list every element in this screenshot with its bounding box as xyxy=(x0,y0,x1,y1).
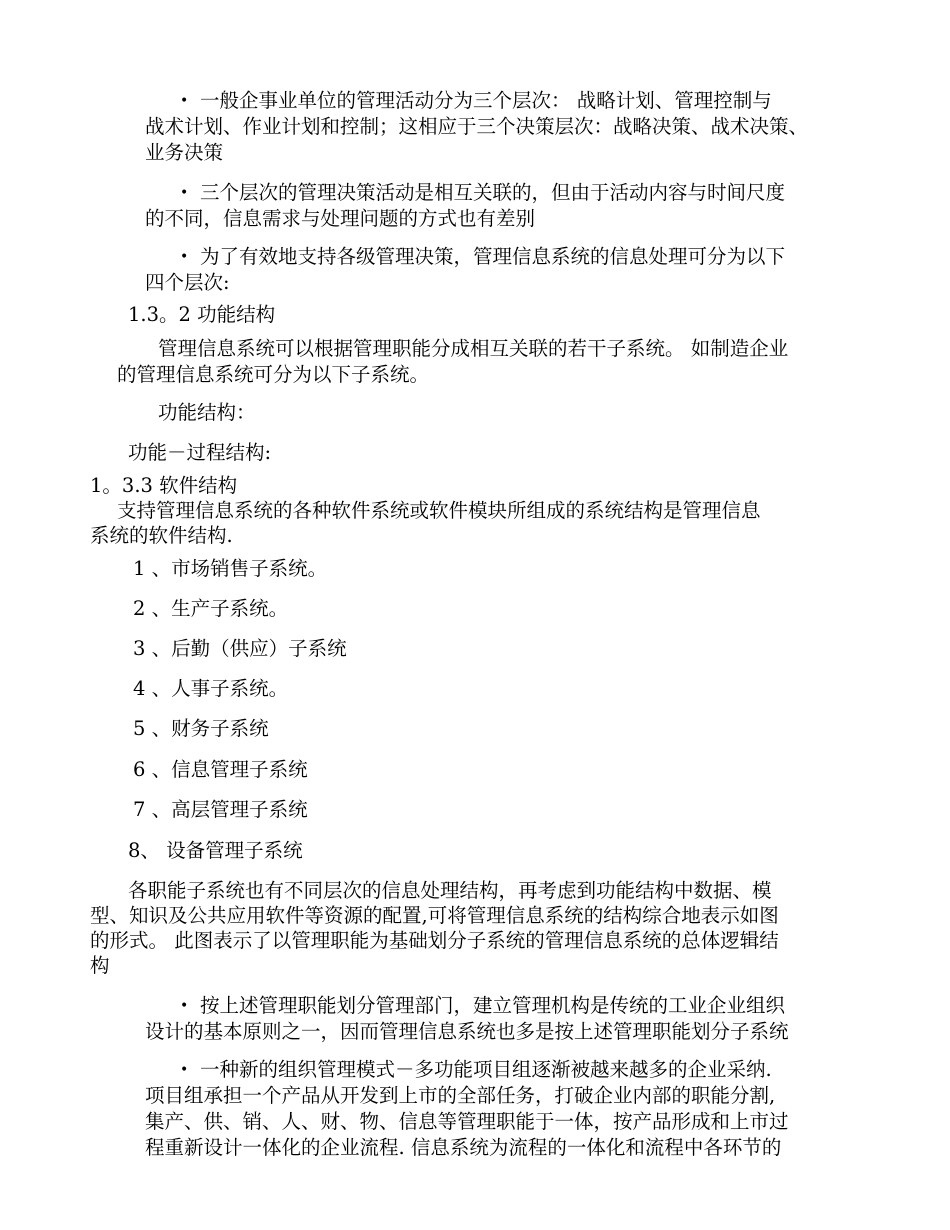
para6-line2: 型、知识及公共应用软件等资源的配置,可将管理信息系统的结构综合地表示如图 xyxy=(90,904,779,927)
para7-line2: 设计的基本原则之一，因而管理信息系统也多是按上述管理职能划分子系统 xyxy=(145,1020,789,1043)
section-heading-1-3-2: 1.3。2 功能结构 xyxy=(128,303,276,326)
label-function-process-structure: 功能－过程结构: xyxy=(128,441,272,464)
para1-line3: 业务决策 xyxy=(145,141,224,164)
para2-line2: 的不同，信息需求与处理问题的方式也有差别 xyxy=(145,207,536,230)
para5-line1: 支持管理信息系统的各种软件系统或软件模块所组成的系统结构是管理信息 xyxy=(117,499,761,522)
bullet: • xyxy=(180,1062,189,1078)
para6-line1: 各职能子系统也有不同层次的信息处理结构，再考虑到功能结构中数据、模 xyxy=(128,879,772,902)
para5-line2: 系统的软件结构. xyxy=(90,524,233,547)
para8-line2: 项目组承担一个产品从开发到上市的全部任务，打破企业内部的职能分割, xyxy=(145,1084,776,1107)
subsystem-item: 1 、市场销售子系统。 xyxy=(133,557,328,580)
subsystem-item: 7 、高层管理子系统 xyxy=(133,798,308,821)
subsystem-item: 2 、生产子系统。 xyxy=(133,597,289,620)
subsystem-item: 6 、信息管理子系统 xyxy=(133,758,308,781)
bullet: • xyxy=(180,249,189,265)
para3-line2: 四个层次: xyxy=(145,271,230,294)
para4-line2: 的管理信息系统可分为以下子系统。 xyxy=(117,363,430,386)
subsystem-item: 3 、后勤（供应）子系统 xyxy=(133,637,347,660)
section-heading-1-3-3: 1。3.3 软件结构 xyxy=(90,474,238,497)
para8-line4: 程重新设计一体化的企业流程. 信息系统为流程的一体化和流程中各环节的 xyxy=(145,1136,782,1159)
label-function-structure: 功能结构： xyxy=(158,401,256,424)
subsystem-item: 5 、财务子系统 xyxy=(133,717,269,740)
para2-line1: 三个层次的管理决策活动是相互关联的，但由于活动内容与时间尺度 xyxy=(200,181,786,204)
para8-line3: 集产、供、销、人、财、物、信息等管理职能于一体，按产品形成和上市过 xyxy=(145,1110,789,1133)
para1-line2: 战术计划、作业计划和控制；这相应于三个决策层次：战略决策、战术决策、 xyxy=(145,115,809,138)
subsystem-item: 4 、人事子系统。 xyxy=(133,677,289,700)
para3-line1: 为了有效地支持各级管理决策，管理信息系统的信息处理可分为以下 xyxy=(200,245,786,268)
para6-line4: 构 xyxy=(90,954,110,977)
para7-line1: 按上述管理职能划分管理部门，建立管理机构是传统的工业企业组织 xyxy=(200,994,786,1017)
bullet: • xyxy=(180,998,189,1014)
subsystem-item: 8、 设备管理子系统 xyxy=(128,839,303,862)
para4-line1: 管理信息系统可以根据管理职能分成相互关联的若干子系统。 如制造企业 xyxy=(158,337,789,360)
bullet: • xyxy=(180,185,189,201)
para6-line3: 的形式。 此图表示了以管理职能为基础划分子系统的管理信息系统的总体逻辑结 xyxy=(90,929,779,952)
bullet: • xyxy=(180,93,189,109)
para8-line1: 一种新的组织管理模式－多功能项目组逐渐被越来越多的企业采纳. xyxy=(200,1058,772,1081)
para1-line1: 一般企事业单位的管理活动分为三个层次： 战略计划、管理控制与 xyxy=(200,89,772,112)
